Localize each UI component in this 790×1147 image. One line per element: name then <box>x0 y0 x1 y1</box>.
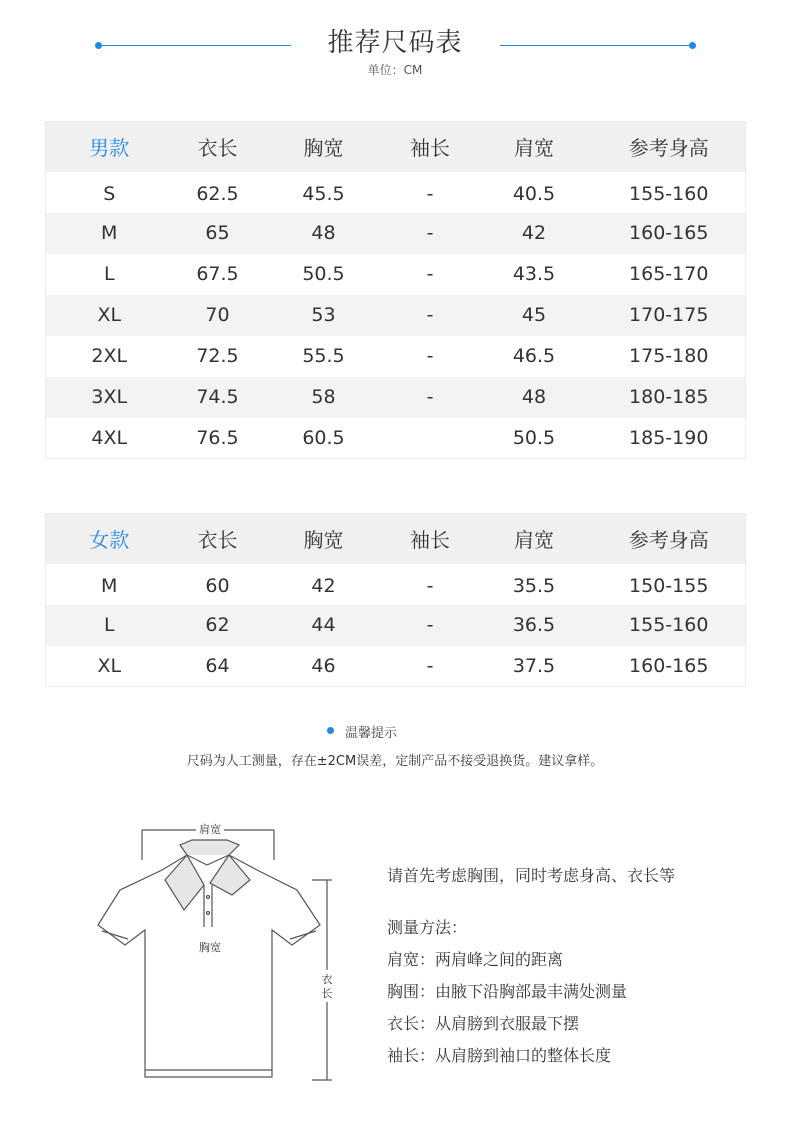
notes-method-heading: 测量方法： <box>387 918 468 937</box>
cell-length: 76.5 <box>196 426 239 449</box>
cell-length: 74.5 <box>196 386 239 408</box>
gender-label-female: 女款 <box>89 528 130 553</box>
tip-text: 尺码为人工测量，存在±2CM误差，定制产品不接受退换货。建议拿样。 <box>186 754 604 769</box>
cell-height: 170-175 <box>629 304 709 326</box>
table-row <box>46 564 746 605</box>
page-title: 推荐尺码表 <box>327 28 463 58</box>
page-header <box>0 18 790 82</box>
cell-length: 70 <box>205 304 230 326</box>
table-row <box>46 336 746 377</box>
female-size-table <box>45 513 746 687</box>
table-row <box>46 295 746 336</box>
cell-height: 160-165 <box>629 654 709 677</box>
cell-shoulder: 40.5 <box>512 183 556 205</box>
cell-shoulder: 43.5 <box>512 263 556 285</box>
cell-size: XL <box>97 304 122 326</box>
notes-sleeve: 袖长：从肩膀到袖口的整体长度 <box>387 1046 612 1065</box>
cell-length: 62 <box>205 614 230 636</box>
male-size-table <box>45 121 746 459</box>
cell-sleeve: - <box>426 222 434 244</box>
cell-chest: 46 <box>311 654 336 677</box>
cell-sleeve: - <box>426 263 434 285</box>
cell-shoulder: 42 <box>521 222 547 244</box>
tip-bullet-dot <box>327 727 334 734</box>
cell-shoulder: 50.5 <box>512 426 556 449</box>
cell-size: L <box>103 614 115 636</box>
notes-intro: 请首先考虑胸围，同时考虑身高、衣长等 <box>387 866 676 885</box>
shirt-measurement-diagram <box>92 815 352 1090</box>
diagram-length-label-top: 衣 <box>321 973 333 986</box>
cell-chest: 58 <box>311 386 336 408</box>
cell-shoulder: 37.5 <box>512 654 556 677</box>
title-right-line <box>500 45 692 46</box>
notes-chest: 胸围：由腋下沿胸部最丰满处测量 <box>387 982 628 1001</box>
cell-height: 185-190 <box>629 426 709 449</box>
column-header-chest: 胸宽 <box>303 528 344 553</box>
table-row <box>46 605 746 646</box>
notes-length: 衣长：从肩膀到衣服最下摆 <box>387 1014 580 1033</box>
cell-size: M <box>101 575 118 597</box>
column-header-chest: 胸宽 <box>303 136 344 161</box>
table-row <box>46 254 746 295</box>
measurement-notes <box>387 860 767 1072</box>
table-row <box>46 377 746 418</box>
table-row <box>46 646 746 687</box>
column-header-height: 参考身高 <box>628 136 709 161</box>
cell-sleeve: - <box>426 614 434 636</box>
cell-size: XL <box>97 654 122 677</box>
cell-height: 175-180 <box>629 345 709 367</box>
gender-label-male: 男款 <box>89 136 130 161</box>
cell-length: 67.5 <box>196 263 239 285</box>
cell-chest: 53 <box>311 304 336 326</box>
cell-chest: 50.5 <box>302 263 345 285</box>
cell-length: 72.5 <box>196 345 239 367</box>
cell-height: 150-155 <box>629 575 709 597</box>
table-row <box>46 172 746 213</box>
cell-chest: 48 <box>311 222 336 244</box>
cell-chest: 55.5 <box>302 345 345 367</box>
cell-sleeve <box>385 418 476 459</box>
cell-sleeve: - <box>426 654 434 677</box>
unit-label: 单位：CM <box>367 63 423 77</box>
cell-chest: 45.5 <box>302 183 345 205</box>
cell-size: S <box>103 183 116 205</box>
column-header-sleeve: 袖长 <box>410 136 450 161</box>
column-header-height: 参考身高 <box>628 528 709 553</box>
cell-shoulder: 45 <box>521 304 547 326</box>
table-header-row <box>46 514 746 564</box>
cell-height: 160-165 <box>629 222 709 244</box>
cell-sleeve: - <box>426 386 434 408</box>
diagram-length-label-bottom: 长 <box>321 987 333 1000</box>
cell-length: 62.5 <box>196 183 239 205</box>
diagram-shoulder-label: 肩宽 <box>199 823 221 836</box>
cell-height: 180-185 <box>629 386 709 408</box>
cell-chest: 42 <box>311 575 336 597</box>
cell-length: 60 <box>205 575 230 597</box>
cell-height: 155-160 <box>629 614 709 636</box>
cell-sleeve: - <box>426 183 434 205</box>
cell-size: M <box>101 222 118 244</box>
cell-size: 2XL <box>91 345 128 367</box>
cell-sleeve: - <box>426 345 434 367</box>
cell-shoulder: 35.5 <box>512 575 556 597</box>
cell-shoulder: 36.5 <box>512 614 556 636</box>
column-header-length: 衣长 <box>197 136 238 161</box>
cell-height: 165-170 <box>629 263 709 285</box>
cell-length: 64 <box>205 654 230 677</box>
polo-shirt-icon <box>92 815 352 1090</box>
cell-chest: 60.5 <box>302 426 345 449</box>
tip-heading: 温馨提示 <box>345 726 398 741</box>
cell-sleeve: - <box>426 304 434 326</box>
table-header-row <box>46 122 746 172</box>
cell-shoulder: 48 <box>521 386 547 408</box>
notes-shoulder: 肩宽：两肩峰之间的距离 <box>387 950 564 969</box>
cell-chest: 44 <box>311 614 336 636</box>
cell-length: 65 <box>205 222 230 244</box>
column-header-length: 衣长 <box>197 528 238 553</box>
diagram-chest-label: 胸宽 <box>199 941 221 954</box>
cell-shoulder: 46.5 <box>512 345 556 367</box>
column-header-sleeve: 袖长 <box>410 528 450 553</box>
title-right-dot <box>689 42 696 49</box>
table-row <box>46 418 746 459</box>
table-row <box>46 213 746 254</box>
cell-size: 4XL <box>91 426 128 449</box>
cell-size: 3XL <box>91 386 128 408</box>
cell-height: 155-160 <box>629 183 709 205</box>
column-header-shoulder: 肩宽 <box>514 136 554 161</box>
column-header-shoulder: 肩宽 <box>514 528 554 553</box>
cell-size: L <box>103 263 115 285</box>
tip-heading-wrap <box>345 722 397 741</box>
cell-sleeve: - <box>426 575 434 597</box>
